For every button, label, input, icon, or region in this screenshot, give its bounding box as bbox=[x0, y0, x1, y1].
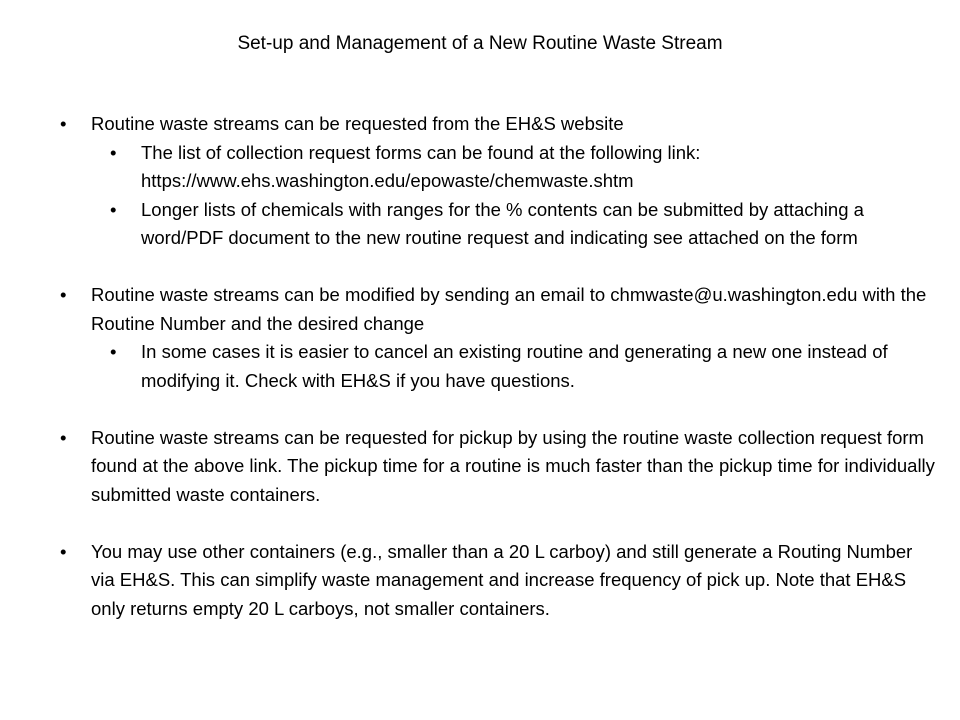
sub-bullet-text: In some cases it is easier to cancel an existing routine and generating a new one instead of modifying it. Check with EH&S if you have questions. bbox=[141, 341, 888, 391]
bullet-list bbox=[60, 110, 940, 623]
bullet-text: Routine waste streams can be requested for pickup by using the routine waste collection request form found at the above link. The pickup time for a routine is much faster than the pickup time for individually submitted waste containers. bbox=[91, 426, 935, 505]
bullet-item-other-containers bbox=[60, 538, 940, 624]
sub-bullet-item-forms-link bbox=[110, 139, 940, 196]
bullet-icon: • bbox=[110, 341, 117, 362]
bullet-icon: • bbox=[60, 426, 67, 448]
spacer bbox=[60, 253, 940, 282]
spacer bbox=[60, 395, 940, 424]
bullet-icon: • bbox=[60, 113, 67, 134]
bullet-text: Routine waste streams can be modified by sending an email to chmwaste@u.washington.edu with the Routine Number and the desired change bbox=[91, 284, 927, 334]
bullet-item-pickup bbox=[60, 424, 940, 510]
bullet-item-requesting bbox=[60, 110, 940, 139]
bullet-icon: • bbox=[110, 198, 117, 220]
sub-bullet-text: The list of collection request forms can be found at the following link: https://www.ehs.washington.edu/epowaste/chemwaste.shtm bbox=[141, 141, 701, 191]
bullet-icon: • bbox=[60, 540, 67, 562]
sub-bullet-text: Longer lists of chemicals with ranges for the % contents can be submitted by attaching a word/PDF document to the new routine request and indicating see attached on the form bbox=[141, 198, 864, 248]
bullet-text: You may use other containers (e.g., smaller than a 20 L carboy) and still generate a Routing Number via EH&S. This can simplify waste management and increase frequency of pick up. Note that EH&S only returns empty 20 L carboys, not smaller containers. bbox=[91, 540, 913, 619]
spacer bbox=[60, 509, 940, 538]
bullet-icon: • bbox=[110, 141, 117, 163]
bullet-text: Routine waste streams can be requested from the EH&S website bbox=[91, 113, 624, 134]
bullet-item-modifying bbox=[60, 281, 940, 338]
slide-title: Set-up and Management of a New Routine Waste Stream bbox=[237, 33, 723, 54]
sub-bullet-item-cancel-existing bbox=[110, 338, 940, 395]
bullet-icon: • bbox=[60, 284, 67, 305]
sub-bullet-item-longer-lists bbox=[110, 196, 940, 253]
